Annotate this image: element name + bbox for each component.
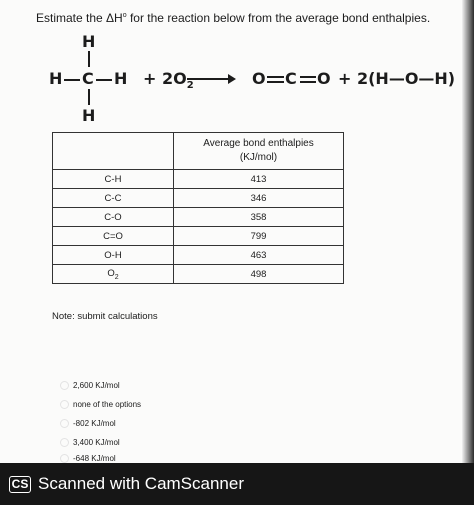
methane-bond-left xyxy=(64,79,80,81)
value-cell: 413 xyxy=(174,170,344,189)
option-label: none of the options xyxy=(73,400,142,409)
radio-button[interactable] xyxy=(60,454,69,463)
camscanner-logo-icon: CS xyxy=(9,476,31,493)
note-text: Note: submit calculations xyxy=(52,311,158,322)
option-5[interactable] xyxy=(60,452,141,463)
radio-button[interactable] xyxy=(60,400,69,409)
option-3[interactable] xyxy=(60,414,141,433)
table-row xyxy=(53,265,344,284)
methane-top-h: H xyxy=(82,32,96,51)
bond-cell: C=O xyxy=(53,227,174,246)
bond-cell: O-H xyxy=(53,246,174,265)
methane-bond-bottom xyxy=(88,89,90,105)
footer-text: Scanned with CamScanner xyxy=(38,474,245,493)
option-1[interactable] xyxy=(60,376,141,395)
option-2[interactable] xyxy=(60,395,141,414)
page-edge-shadow xyxy=(462,0,474,463)
co2-double-bond-left xyxy=(267,76,284,83)
methane-left-h: H xyxy=(49,69,63,88)
table-row xyxy=(53,189,344,208)
table-header-row xyxy=(53,133,344,170)
methane-bond-top xyxy=(88,51,90,67)
radio-button[interactable] xyxy=(60,419,69,428)
bond-cell: C-H xyxy=(53,170,174,189)
table-row xyxy=(53,246,344,265)
bond-cell: C-O xyxy=(53,208,174,227)
water-product: + 2(H—O—H) xyxy=(338,69,456,88)
option-4[interactable] xyxy=(60,433,141,452)
table-row xyxy=(53,227,344,246)
oxygen-reactant: + $2O_2$ xyxy=(143,69,194,92)
reaction-arrow-line xyxy=(187,78,230,80)
methane-right-h: H xyxy=(114,69,128,88)
value-cell: 799 xyxy=(174,227,344,246)
co2-oxygen-left: O xyxy=(252,69,266,88)
co2-double-bond-right xyxy=(300,76,316,83)
table-row xyxy=(53,208,344,227)
camscanner-footer xyxy=(0,463,474,505)
radio-button[interactable] xyxy=(60,381,69,390)
table-row xyxy=(53,170,344,189)
option-label: 3,400 KJ/mol xyxy=(73,438,120,447)
value-cell: 498 xyxy=(174,265,344,284)
bond-cell: $O_2$ xyxy=(53,265,174,284)
methane-bottom-h: H xyxy=(82,106,96,125)
table-header-enthalpy: Average bond enthalpies (KJ/mol) xyxy=(174,133,344,170)
answer-options xyxy=(60,376,141,463)
value-cell: 346 xyxy=(174,189,344,208)
question-text: Estimate the $\Delta H^o$ for the reaction below from the average bond enthalpies. xyxy=(36,11,431,25)
co2-carbon: C xyxy=(285,69,297,88)
reaction-arrow-head xyxy=(228,74,236,84)
bond-enthalpy-table xyxy=(52,132,344,284)
value-cell: 463 xyxy=(174,246,344,265)
option-label: 2,600 KJ/mol xyxy=(73,381,120,390)
option-label: -648 KJ/mol xyxy=(73,454,116,463)
methane-bond-right xyxy=(96,79,112,81)
bond-cell: C-C xyxy=(53,189,174,208)
radio-button[interactable] xyxy=(60,438,69,447)
table-header-empty xyxy=(53,133,174,170)
co2-oxygen-right: O xyxy=(317,69,331,88)
value-cell: 358 xyxy=(174,208,344,227)
option-label: -802 KJ/mol xyxy=(73,419,116,428)
methane-carbon: C xyxy=(82,69,94,88)
